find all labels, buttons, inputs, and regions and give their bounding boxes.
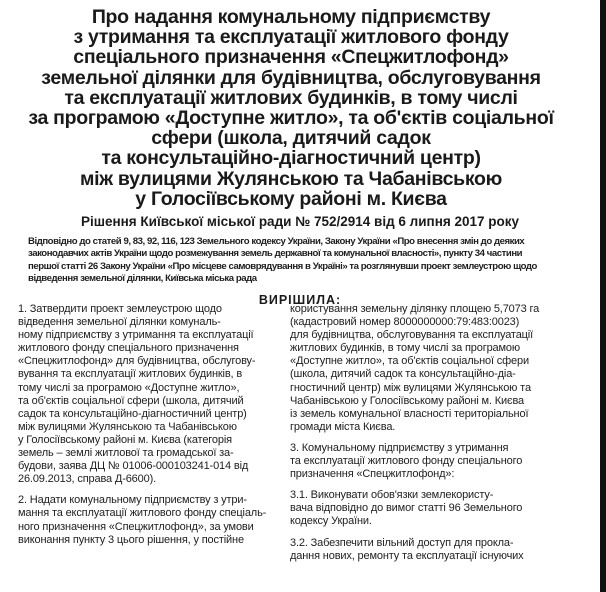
text-line: ному підприємству з утримання та експлуатації: [18, 329, 254, 342]
paragraph-gap: [290, 481, 566, 489]
text-line: між вулицями Жулянською та Чабанівською: [18, 420, 237, 433]
paragraph-3: [290, 442, 566, 481]
preamble-line: Відповідно до статей 9, 83, 92, 116, 123 Земельного кодексу України, Закону України «Про внесення змін до деяких: [28, 236, 525, 247]
title-line: та консультаційно-діагностичний центр): [101, 147, 481, 170]
text-line: тому числі за програмою «Доступне житло»,: [18, 381, 240, 394]
text-line: 3.2. Забезпечити вільний доступ для прокла-: [290, 536, 514, 549]
preamble-line: законодавчих актів України щодо розмежування земель державної та комунальної власності», пункту 34 частини: [28, 248, 523, 260]
preamble: [28, 236, 566, 286]
text-line: вача відповідно до вимог статті 96 Земельного: [290, 502, 523, 515]
title-line: за програмою «Доступне житло», та об'єктів соціальної: [28, 107, 554, 130]
paragraph-2: [18, 494, 280, 546]
text-line: «Доступне житло», та об'єктів соціальної сфери: [290, 355, 529, 368]
text-line: «Спецжитлофонд» для будівництва, обслугову-: [18, 355, 256, 368]
paragraph-1: [18, 303, 280, 486]
text-line: 1. Затвердити проект землеустрою щодо: [18, 303, 222, 315]
text-line: та об'єктів соціальної сфери (школа, дитячий: [18, 394, 244, 407]
text-line: житлових будинків, в тому числі за програмою: [290, 342, 521, 355]
text-line: 3.1. Виконувати обов'язки землекористу-: [290, 489, 494, 502]
title-line: між вулицями Жулянською та Чабанівською: [80, 167, 502, 190]
text-line: призначення «Спецжитлофонд»:: [290, 468, 455, 481]
right-column: [290, 303, 566, 563]
title-line: Про надання комунальному підприємству: [91, 6, 491, 28]
title-line: та експлуатації житлових будинків, в тому числі: [64, 86, 518, 109]
preamble-line: відведення земельної ділянки, Київська міська рада: [28, 273, 257, 285]
paragraph-gap: [18, 486, 280, 494]
text-line: із земель комунальної власності територіальної: [290, 407, 529, 420]
decision-reference: Рішення Київської міської ради № 752/2914 від 6 липня 2017 року: [80, 214, 520, 229]
text-line: дання нових, ремонту та експлуатації існуючих: [290, 549, 524, 562]
text-line: кодексу України.: [290, 515, 372, 528]
text-line: відведення земельної ділянки комуналь-: [18, 316, 221, 329]
document-title: [8, 7, 574, 209]
text-line: садок та консультаційно-діагностичний центр): [18, 407, 247, 420]
paragraph-3-2: [290, 537, 566, 563]
text-line: для будівництва, обслуговування та експлуатації: [290, 329, 534, 342]
text-line: будови, заява ДЦ № 01006-000103241-014 від: [18, 460, 249, 473]
text-line: 3. Комунальному підприємству з утримання: [290, 441, 509, 454]
title-line: земельної ділянки для будівництва, обслуговування: [41, 66, 541, 89]
text-line: мання та експлуатації житлового фонду спеціаль-: [18, 507, 267, 520]
decided-heading: ВИРІШИЛА:: [258, 293, 342, 307]
title-line: спеціального призначення «Спецжитлофонд»: [73, 46, 509, 69]
paragraph-3-1: [290, 489, 566, 528]
paragraph-2-continued: [290, 303, 566, 434]
text-line: та експлуатації житлового фонду спеціального: [290, 455, 523, 468]
text-line: вування та експлуатації житлових будинків, в: [18, 368, 243, 381]
paragraph-gap: [290, 434, 566, 442]
text-line: ного призначення «Спецжитлофонд», за умови: [18, 520, 254, 533]
text-line: виконання пункту 3 цього рішення, у постійне: [18, 533, 244, 546]
text-line: житлового фонду спеціального призначення: [18, 342, 239, 355]
title-line: з утримання та експлуатації житлового фонду: [73, 26, 509, 49]
text-line: гностичний центр) між вулицями Жулянською та: [290, 381, 531, 394]
text-line: (кадастровий номер 8000000000:79:483:0023): [290, 316, 520, 329]
title-line: у Голосіївському районі м. Києва: [135, 187, 447, 210]
text-line: у Голосіївському районі м. Києва (категорія: [18, 433, 232, 446]
title-line: сфери (школа, дитячий садок: [151, 127, 431, 150]
page-edge-border: [600, 0, 606, 592]
text-line: громади міста Києва.: [290, 420, 396, 433]
text-line: 26.09.2013, справа Д-6600).: [18, 473, 157, 486]
text-line: земель – землі житлової та громадської за-: [18, 447, 234, 460]
text-line: Чабанівською у Голосіївському районі м. Києва: [290, 394, 525, 407]
preamble-line: першої статті 26 Закону України «Про місцеве самоврядування в Україні» та розглянувши проект землеустрою щодо: [28, 260, 537, 272]
left-column: [18, 303, 280, 547]
text-line: користування земельну ділянку площею 5,7073 га: [290, 303, 540, 315]
text-line: 2. Надати комунальному підприємству з утри-: [18, 494, 247, 507]
paragraph-gap: [290, 529, 566, 537]
text-line: (школа, дитячий садок та консультаційно-діа-: [290, 368, 516, 381]
